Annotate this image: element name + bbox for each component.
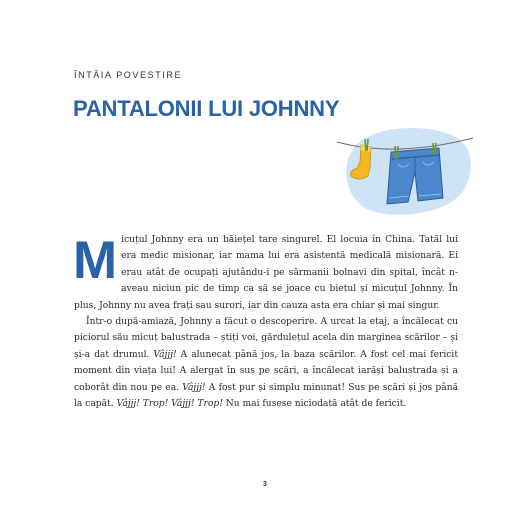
paragraph-2 bbox=[74, 314, 458, 412]
drop-cap: M bbox=[73, 231, 118, 290]
paragraph-1 bbox=[74, 232, 458, 314]
page-number: 3 bbox=[263, 481, 267, 488]
paragraph-2-segment: Într-o după-amiază, Johnny a făcut o descoperire. A urcat la etaj, a încălecat cu piciorul său micuț balustrada – știți voi, gărdulețul acela din marginea scărilor – și și-a dat drumul. bbox=[74, 317, 458, 360]
chapter-kicker: ÎNTÂIA POVESTIRE bbox=[74, 70, 183, 80]
story-text bbox=[74, 232, 458, 412]
paragraph-2-segment: Nu mai fusese niciodată atât de fericit. bbox=[222, 399, 407, 410]
sound-effect: Vâjjj! bbox=[153, 349, 177, 360]
chapter-title: PANTALONII LUI JOHNNY bbox=[73, 96, 340, 121]
clothesline-shorts-sock-icon bbox=[335, 124, 475, 220]
sound-effect: Vâjjj! bbox=[182, 382, 206, 393]
paragraph-2-segment: A alunecat până jos, la baza scărilor. A fost cel mai fericit moment din viața lui! A alergat în sus pe scări, a încălecat iarăși balustrada și a coborât din nou pe ea. bbox=[74, 349, 458, 393]
paragraph-2-segment: A fost pur și simplu minunat! Sus pe scări și jos până la capăt. bbox=[74, 382, 459, 410]
paragraph-1-text: icuțul Johnny era un băiețel tare singurel. El locuia în China. Tatăl lui era medic misionar, iar mama lui era asistentă medicală misionară. Ei erau atât de ocupați ajutându-i pe sărmanii bolnavi din spital, încât n-aveau niciun pic de timp ca să se joace cu bietul și micuțul Johnny. În plus, Johnny nu avea frați sau surori, iar din cauza asta era chiar și mai singur. bbox=[74, 235, 458, 311]
sound-effect: Vâjjj! Trop! Vâjjj! Trop! bbox=[116, 399, 223, 410]
